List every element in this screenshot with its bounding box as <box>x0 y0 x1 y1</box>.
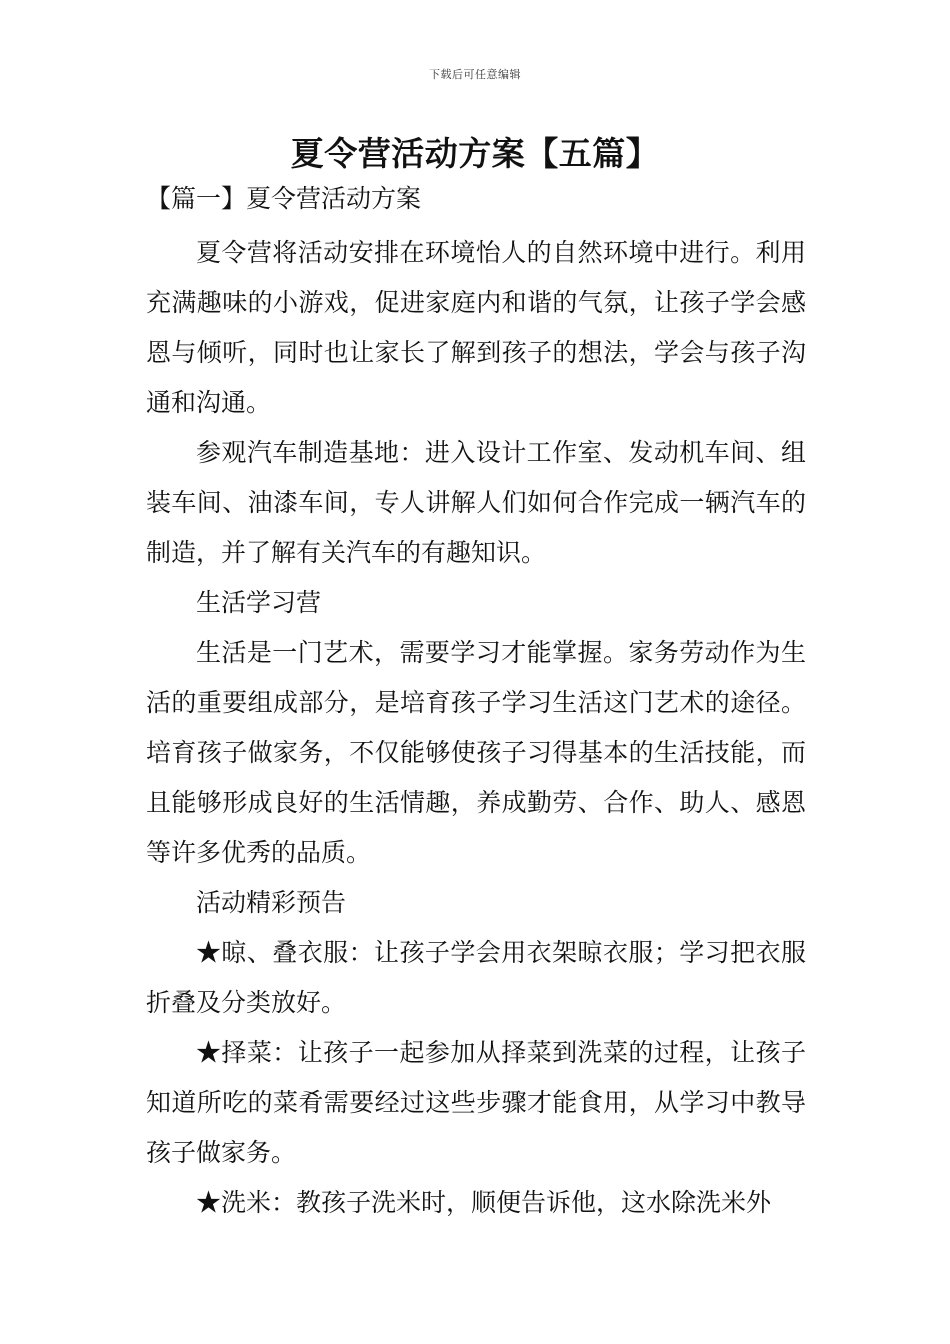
body-text <box>146 228 806 1228</box>
paragraph-subheading-life-camp: 生活学习营 <box>196 588 322 617</box>
paragraph-intro: 夏令营将活动安排在环境怡人的自然环境中进行。利用充满趣味的小游戏，促进家庭内和谐的气氛，让孩子学会感恩与倾听，同时也让家长了解到孩子的想法，学会与孩子沟通和沟通。 <box>146 238 806 417</box>
header-note: 下载后可任意编辑 <box>429 68 521 81</box>
document-title: 夏令营活动方案【五篇】 <box>290 134 660 173</box>
paragraph-life-art: 生活是一门艺术，需要学习才能掌握。家务劳动作为生活的重要组成部分，是培育孩子学习生活这门艺术的途径。培育孩子做家务，不仅能够使孩子习得基本的生活技能，而且能够形成良好的生活情趣，养成勤劳、合作、助人、感恩等许多优秀的品质。 <box>146 638 806 867</box>
paragraph-subheading-preview: 活动精彩预告 <box>196 888 347 917</box>
paragraph-clothes: ★晾、叠衣服：让孩子学会用衣架晾衣服；学习把衣服折叠及分类放好。 <box>146 938 806 1017</box>
section-heading: 【篇一】夏令营活动方案 <box>146 184 422 213</box>
paragraph-vegetables: ★择菜：让孩子一起参加从择菜到洗菜的过程，让孩子知道所吃的菜肴需要经过这些步骤才能食用，从学习中教导孩子做家务。 <box>146 1038 806 1167</box>
paragraph-car-factory: 参观汽车制造基地：进入设计工作室、发动机车间、组装车间、油漆车间，专人讲解人们如何合作完成一辆汽车的制造，并了解有关汽车的有趣知识。 <box>146 438 806 567</box>
paragraph-rice: ★洗米：教孩子洗米时，顺便告诉他，这水除洗米外 <box>196 1188 772 1217</box>
